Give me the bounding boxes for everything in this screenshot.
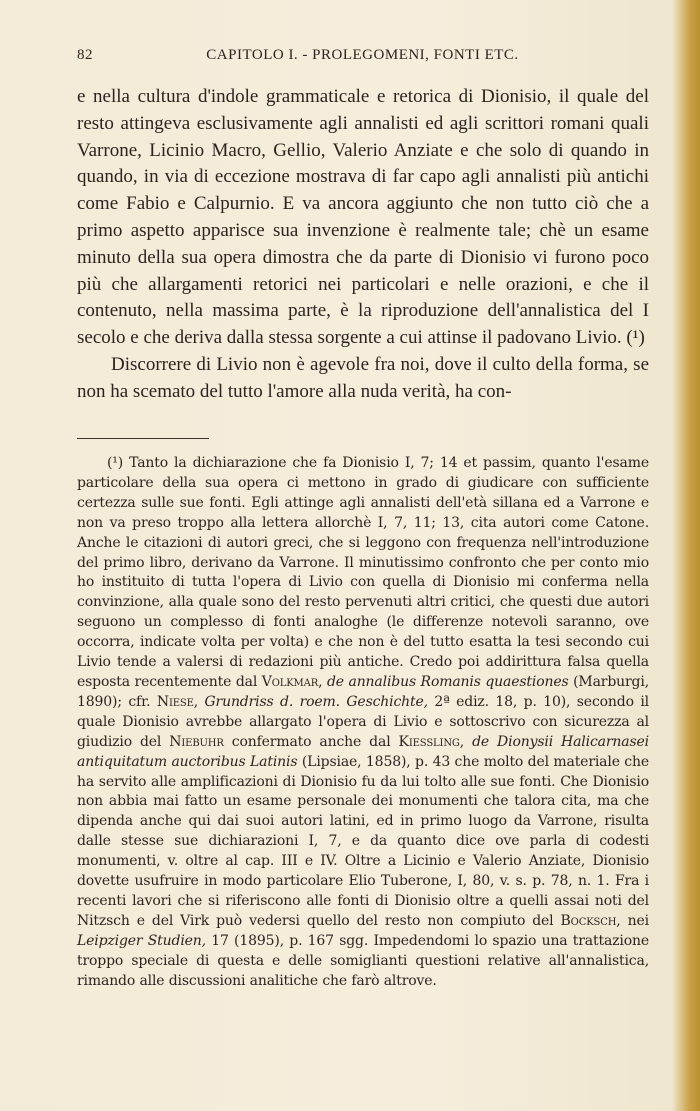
page-number: 82 (77, 47, 93, 63)
author-niebuhr: Niebuhr (169, 733, 224, 750)
author-niese: Niese, (156, 693, 199, 710)
title-bocksch: Leipziger Studien, (77, 932, 206, 949)
footnote-reference[interactable]: (¹) (626, 327, 645, 349)
footnote-marker: (¹) (107, 455, 124, 471)
paragraph-2: Discorrere di Livio non è agevole fra noi, dove il culto della forma, se non ha scemato del tutto l'amore alla nuda verità, ha con- (77, 353, 649, 402)
title-kiessling: de Dionysii Halicarnasei antiquitatum auctoribus Latinis (77, 733, 649, 770)
author-volkmar: Volkmar, (261, 673, 323, 690)
title-niese: Grundriss d. roem. Geschichte, (204, 693, 428, 710)
footnote-segment: confermato anche dal (231, 733, 391, 750)
paragraph-1-text: e nella cultura d'indole grammaticale e retorica di Dionisio, il quale del resto attingeva esclusivamente agli annalisti ed agli scrittori romani quali Varrone, Licinio Macro, Gellio, Valerio Anziate e che solo di quando in quando, in via di eccezione mostrava di far capo agli annalisti più antichi come Fabio e Calpurnio. E va ancora aggiunto che non tutto ciò che a primo aspetto apparisce sua invenzione è realmente tale; chè un esame minuto della sua opera dimostra che da parte di Dionisio vi furono poco più che allargamenti retorici nei particolari e nelle orazioni, e che il contenuto, nella massima parte, è la riproduzione dell'annalistica del I secolo e che deriva dalla stessa sorgente a cui attinse il padovano Livio. (77, 86, 649, 349)
footnote-segment: nei (627, 912, 649, 929)
author-kiessling: Kiessling, (398, 733, 465, 750)
running-title: CAPITOLO I. - PROLEGOMENI, FONTI ETC. (206, 47, 519, 63)
running-header (77, 47, 648, 69)
footnote-text (77, 454, 649, 991)
footnote-segment: (Marburgi, 1890); cfr. (77, 673, 649, 710)
title-volkmar: de annalibus Romanis quaestiones (326, 673, 569, 690)
author-bocksch: Bocksch, (560, 912, 621, 929)
main-text (77, 84, 649, 406)
footnote-segment: Tanto la dichiarazione che fa Dionisio I, 7; 14 et passim, quanto l'esame particolare della sua opera ci mettono in grado di giudicare con sufficiente certezza sulle sue fonti. Egli attinge agli annalisti dell'età sillana ed a Varrone e non va preso troppo alla lettera allorchè I, 7, 11; 13, cita autori come Catone. Anche le citazioni di autori greci, che si leggono con frequenza nell'introduzione del primo libro, derivano da Varrone. Il minutissimo confronto che per conto mio ho instituito di tutta l'opera di Livio con quella di Dionisio mi conferma nella convinzione, alla quale sono del resto pervenuti altri critici, che questi due autori seguono un complesso di fonti analoghe (le differenze notevoli saranno, ove occorra, indicate volta per volta) e che non è del tutto esatta la tesi secondo cui Livio tende a valersi di redazioni più antiche. Credo poi addirittura falsa quella esposta recentemente dal (77, 455, 649, 690)
footnote-segment: 17 (1895), p. 167 sgg. Impedendomi lo spazio una trattazione troppo speciale di questa e delle somiglianti questioni relative all'annalistica, rimando alle discussioni analitiche che farò altrove. (77, 932, 649, 989)
footnote-divider (77, 438, 209, 439)
paragraph-1 (77, 84, 649, 352)
footnote-segment: 2ª ediz. 18, p. 10), secondo il quale Dionisio avrebbe allargato l'opera di Livio e sottoscrivo con sicurezza al giudizio del (77, 693, 649, 750)
footnote (77, 454, 649, 991)
footnote-segment: (Lipsiae, 1858), p. 43 che molto del materiale che ha servito alle amplificazioni di Dionisio fu da lui tolto alle sue fonti. Che Dionisio non abbia mai fatto un esame personale dei monumenti che talora cita, ma che dipenda anche qui dai suoi autori latini, ed in primo luogo da Varrone, risulta dalle stesse sue dichiarazioni I, 7, e da quanto dice ove parla di codesti monumenti, v. oltre al cap. III e IV. Oltre a Licinio e Valerio Anziate, Dionisio dovette usufruire in modo particolare Elio Tuberone, I, 80, v. s. p. 78, n. 1. Fra i recenti lavori che si riferiscono alle fonti di Dionisio oltre a quelli assai noti del Nitzsch e del Virk può vedersi quello del resto non compiuto del (77, 753, 649, 929)
